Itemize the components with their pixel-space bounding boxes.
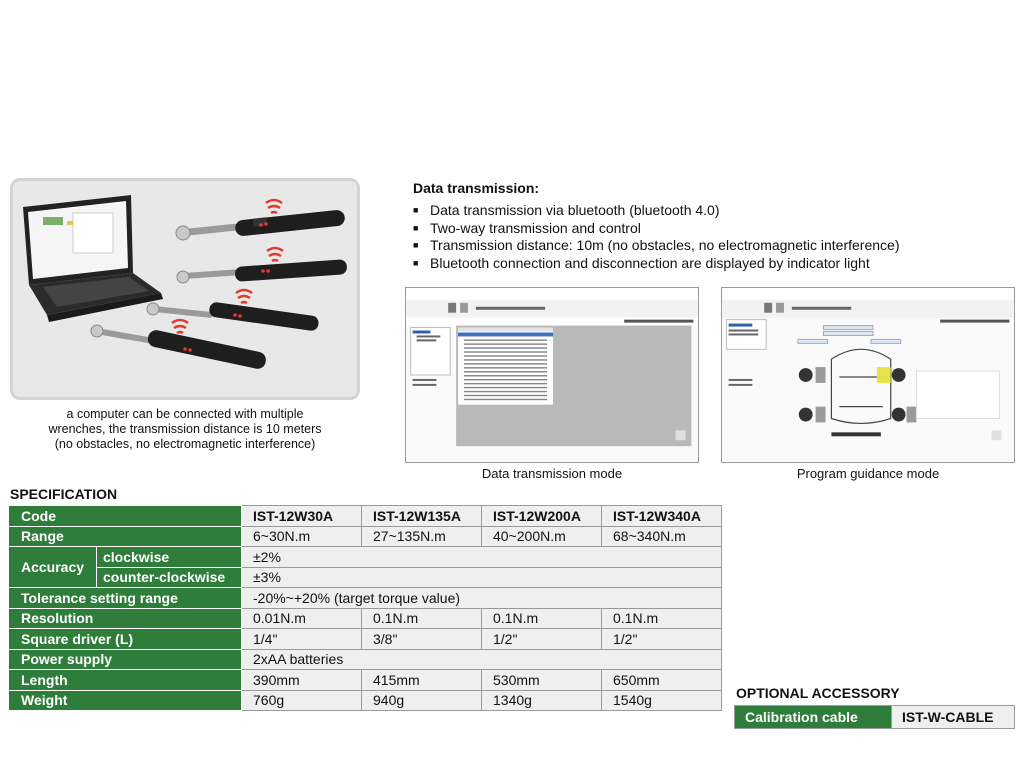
table-cell: 68~340N.m <box>602 526 722 547</box>
row-label: Square driver (L) <box>9 629 242 650</box>
table-cell: 760g <box>242 690 362 711</box>
table-row <box>9 670 722 691</box>
row-label: Range <box>9 526 242 547</box>
table-cell: 415mm <box>362 670 482 691</box>
specification-table <box>8 505 722 711</box>
list-item: ■ Transmission distance: 10m (no obstacles, no electromagnetic interference) <box>413 237 899 255</box>
table-cell: 940g <box>362 690 482 711</box>
table-cell: 0.1N.m <box>482 608 602 629</box>
wrench-icon <box>176 200 346 240</box>
table-row <box>9 690 722 711</box>
table-row <box>735 706 1015 729</box>
table-cell: 0.1N.m <box>362 608 482 629</box>
wrench-icon <box>177 248 347 283</box>
laptop-and-wrenches-illustration <box>13 181 357 397</box>
model-code: IST-12W135A <box>362 506 482 527</box>
accessory-table <box>734 705 1015 729</box>
specification-title: SPECIFICATION <box>10 486 118 502</box>
row-label: Accuracy <box>9 547 97 588</box>
table-cell: 3/8" <box>362 629 482 650</box>
list-item: ■ Two-way transmission and control <box>413 220 899 238</box>
table-row <box>9 547 722 568</box>
wrench-icon <box>91 320 267 370</box>
model-code: IST-12W200A <box>482 506 602 527</box>
row-label: Code <box>9 506 242 527</box>
accessory-code: IST-W-CABLE <box>892 706 1015 729</box>
table-row <box>9 506 722 527</box>
table-cell: 650mm <box>602 670 722 691</box>
table-row <box>9 649 722 670</box>
table-cell: 27~135N.m <box>362 526 482 547</box>
data-transmission-title: Data transmission: <box>413 180 540 196</box>
table-cell: 40~200N.m <box>482 526 602 547</box>
table-cell: 1540g <box>602 690 722 711</box>
software-window-illustration <box>722 288 1014 462</box>
table-row <box>9 608 722 629</box>
data-transmission-list <box>413 202 899 272</box>
screenshot-caption: Program guidance mode <box>796 466 940 481</box>
data-transmission-screenshot <box>405 287 699 463</box>
list-item: ■ Data transmission via bluetooth (bluetooth 4.0) <box>413 202 899 220</box>
product-photo <box>10 178 360 400</box>
screenshot-caption: Data transmission mode <box>481 466 623 481</box>
laptop-icon <box>23 195 163 322</box>
row-label: Weight <box>9 690 242 711</box>
table-cell: 1340g <box>482 690 602 711</box>
table-cell: 1/2" <box>482 629 602 650</box>
accessory-name: Calibration cable <box>735 706 892 729</box>
row-sublabel: clockwise <box>97 547 242 568</box>
row-label: Tolerance setting range <box>9 588 242 609</box>
model-code: IST-12W340A <box>602 506 722 527</box>
software-window-illustration <box>406 288 698 462</box>
row-sublabel: counter-clockwise <box>97 567 242 588</box>
row-label: Power supply <box>9 649 242 670</box>
table-row <box>9 567 722 588</box>
caption-line: (no obstacles, no electromagnetic interference) <box>54 437 316 451</box>
program-guidance-screenshot <box>721 287 1015 463</box>
photo-caption <box>10 407 360 452</box>
row-label: Resolution <box>9 608 242 629</box>
caption-line: a computer can be connected with multiple <box>66 407 304 421</box>
table-cell: 530mm <box>482 670 602 691</box>
table-cell: 6~30N.m <box>242 526 362 547</box>
table-cell: ±3% <box>242 567 722 588</box>
table-row <box>9 629 722 650</box>
table-cell: -20%~+20% (target torque value) <box>242 588 722 609</box>
table-cell: 0.01N.m <box>242 608 362 629</box>
accessory-title: OPTIONAL ACCESSORY <box>736 685 900 701</box>
list-item: ■ Bluetooth connection and disconnection are displayed by indicator light <box>413 255 899 273</box>
table-row <box>9 588 722 609</box>
model-code: IST-12W30A <box>242 506 362 527</box>
table-cell: ±2% <box>242 547 722 568</box>
table-cell: 2xAA batteries <box>242 649 722 670</box>
table-cell: 0.1N.m <box>602 608 722 629</box>
table-row <box>9 526 722 547</box>
caption-line: wrenches, the transmission distance is 10 meters <box>48 422 322 436</box>
table-cell: 1/2" <box>602 629 722 650</box>
table-cell: 1/4" <box>242 629 362 650</box>
table-cell: 390mm <box>242 670 362 691</box>
row-label: Length <box>9 670 242 691</box>
wrench-icon <box>147 290 319 332</box>
